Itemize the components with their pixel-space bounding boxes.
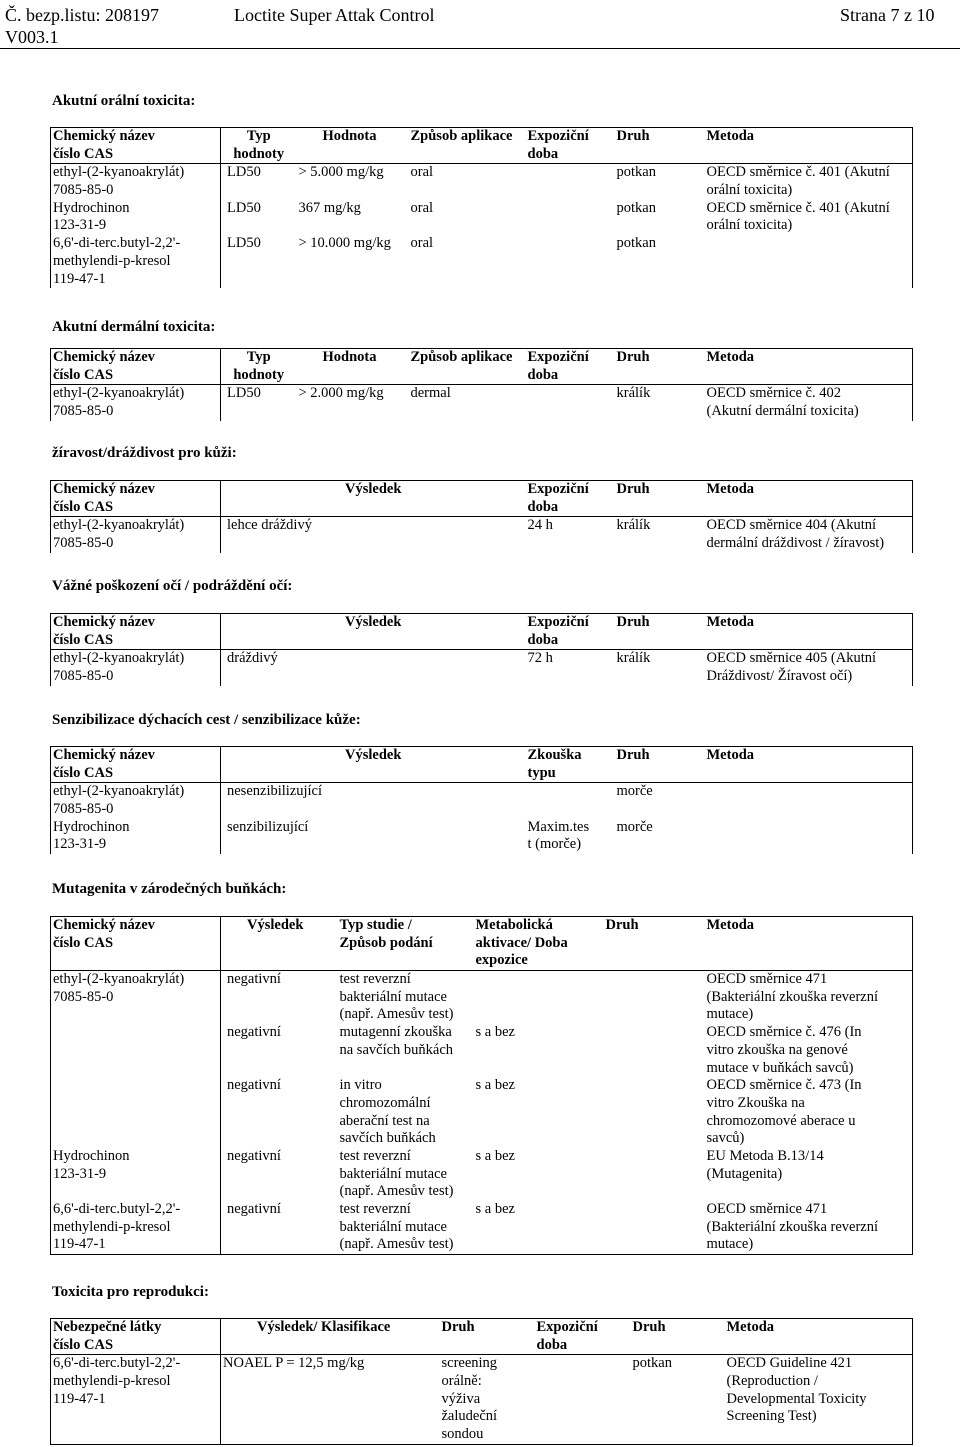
table-row [51,385,913,421]
table-cell: OECD směrnice č. 401 (Akutní orální toxicita) [701,200,913,235]
table-cell: ethyl-(2-kyanoakrylát) 7085-85-0 [51,971,221,1025]
header-cell: Chemický název číslo CAS [51,128,221,164]
table-cell: negativní [227,971,281,988]
header-cell: Způsob aplikace [410,128,513,144]
table-cell: ethyl-(2-kyanoakrylát) 7085-85-0 [51,783,221,819]
header-cell: Expoziční doba [527,481,589,515]
table-cell: oral [410,235,434,252]
table-cell: králík [616,650,651,667]
table-cell: EU Metoda B.13/14 (Mutagenita) [701,1148,913,1201]
table-cell: nesenzibilizující [227,783,323,800]
table-cell [526,783,609,819]
reproduction-table [50,1318,913,1445]
table-cell: OECD směrnice 471 (Bakteriální zkouška reverzní mutace) [701,971,913,1025]
table-row [51,971,913,1025]
table-cell [701,235,913,288]
header-cell: Způsob aplikace [410,349,513,365]
table-cell: s a bez [475,1201,515,1217]
table-row [51,1024,913,1077]
table-cell: negativní [227,1147,281,1164]
table-row [51,783,913,819]
header-cell: Expoziční doba [536,1319,598,1353]
table-cell: > 10.000 mg/kg [298,235,391,252]
table-row [51,1201,913,1255]
table-cell: 6,6'-di-terc.butyl-2,2'- methylendi-p-kresol 119-47-1 [51,235,221,288]
table-cell: 367 mg/kg [298,199,361,216]
section-title-sensitization: Senzibilizace dýchacích cest / senzibilizace kůže: [52,712,361,728]
table-cell: potkan [616,199,656,216]
header-divider [0,48,960,49]
table-cell: screening orálně: výživa žaludeční sondou [441,1355,498,1443]
header-cell: Druh [616,128,650,144]
table-cell: OECD směrnice 405 (Akutní Dráždivost/ Žíravost očí) [701,650,913,686]
mutagenicity-table [50,916,913,1255]
header-cell: Metabolická aktivace/ Doba expozice [475,917,568,969]
version: V003.1 [5,27,59,47]
table-cell: > 2.000 mg/kg [298,385,384,402]
table-cell: ethyl-(2-kyanoakrylát) 7085-85-0 [51,517,221,553]
table-cell [526,164,609,200]
table-cell: OECD směrnice č. 473 (In vitro Zkouška na chromozomové aberace u savců) [701,1077,913,1148]
table-cell: Hydrochinon 123-31-9 [51,819,221,854]
table-row [51,650,913,686]
header-cell: Chemický název číslo CAS [51,747,221,783]
table-cell: ethyl-(2-kyanoakrylát) 7085-85-0 [51,164,221,200]
skin-table [50,480,913,553]
table-cell: OECD směrnice č. 401 (Akutní orální toxicita) [701,164,913,200]
table-row [51,819,913,854]
table-cell: lehce dráždivý [227,517,312,534]
table-cell: > 5.000 mg/kg [298,164,384,181]
header-cell: Metoda [701,128,913,164]
product-name: Loctite Super Attak Control [234,5,435,25]
table-cell: dráždivý [227,650,278,667]
table-cell: oral [410,199,434,216]
table-cell [604,1148,701,1201]
table-cell [701,819,913,854]
table-cell: NOAEL P = 12,5 mg/kg [223,1355,365,1372]
table-cell: králík [616,517,651,534]
header-cell: Metoda [701,614,913,650]
sensitization-table [50,746,913,854]
table-cell [526,235,609,288]
table-cell: LD50 [227,199,261,216]
table-cell: negativní [227,1077,281,1094]
sds-number: Č. bezp.listu: 208197 [5,5,159,25]
table-cell: negativní [227,1024,281,1041]
section-title-eye: Vážné poškození očí / podráždění očí: [52,578,293,594]
table-cell [604,1077,701,1148]
section-title-oral: Akutní orální toxicita: [52,93,196,109]
table-cell: OECD směrnice č. 476 (In vitro zkouška na genové mutace v buňkách savců) [701,1024,913,1077]
header-cell: Druh [632,1319,666,1335]
table-cell [51,1024,221,1077]
header-cell: Expoziční doba [527,128,589,162]
header-cell: Druh [616,614,650,630]
header-cell: Nebezpečné látky číslo CAS [51,1319,221,1355]
table-cell: Maxim.tes t (morče) [527,818,590,853]
table-cell: OECD Guideline 421 (Reproduction / Developmental Toxicity Screening Test) [725,1355,913,1444]
header-cell: Metoda [701,349,913,385]
header-cell: Výsledek [345,747,402,763]
header-cell: Chemický název číslo CAS [51,481,221,517]
header-cell: Výsledek [345,481,402,497]
table-cell: morče [616,818,653,835]
table-row [51,1148,913,1201]
header-cell: Chemický název číslo CAS [51,349,221,385]
header-cell: Druh [616,349,650,365]
header-cell: Metoda [701,481,913,517]
table-cell: s a bez [475,1024,515,1041]
header-cell: Hodnota [322,349,377,365]
table-cell [604,1024,701,1077]
table-cell: s a bez [475,1077,515,1094]
table-cell: 6,6'-di-terc.butyl-2,2'- methylendi-p-kresol 119-47-1 [51,1355,221,1444]
table-row [51,1355,913,1444]
header-cell: Typ studie / Způsob podání [339,917,433,951]
section-title-reproduction: Toxicita pro reprodukci: [52,1284,209,1300]
table-cell: potkan [632,1355,672,1372]
table-cell: OECD směrnice 404 (Akutní dermální dráždivost / žíravost) [701,517,913,553]
eye-table [50,613,913,686]
table-cell [604,971,701,1025]
header-cell: Výsledek [345,614,402,630]
table-cell: OECD směrnice č. 402 (Akutní dermální toxicita) [701,385,913,421]
header-cell: Druh [605,917,639,933]
header-cell: Výsledek/ Klasifikace [257,1319,391,1335]
header-cell: Expoziční doba [527,614,589,648]
table-cell: in vitro chromozomální aberační test na savčích buňkách [339,1077,436,1147]
header-cell: Druh [441,1319,475,1335]
table-cell: 72 h [527,650,553,667]
table-cell: test reverzní bakteriální mutace (např. Amesův test) [339,971,454,1023]
header-cell: Druh [616,481,650,497]
table-row [51,235,913,288]
table-cell [604,1201,701,1255]
page-number: Strana 7 z 10 [840,5,935,25]
dermal-table [50,348,913,421]
table-cell [474,971,604,1025]
table-cell: LD50 [227,164,261,181]
section-title-skin: žíravost/dráždivost pro kůži: [52,445,237,461]
header-cell: Typ hodnoty [233,349,285,383]
table-cell: oral [410,164,434,181]
header-cell: Hodnota [322,128,377,144]
table-cell: Hydrochinon 123-31-9 [51,200,221,235]
section-title-dermal: Akutní dermální toxicita: [52,319,216,335]
header-cell: Typ hodnoty [233,128,285,162]
table-cell: potkan [616,235,656,252]
table-cell: potkan [616,164,656,181]
table-cell: negativní [227,1201,281,1217]
table-cell: s a bez [475,1147,515,1164]
table-cell: LD50 [227,385,261,402]
oral-table [50,127,913,288]
header-cell: Metoda [701,917,913,971]
table-row [51,200,913,235]
header-cell: Výsledek [247,917,304,933]
table-cell: ethyl-(2-kyanoakrylát) 7085-85-0 [51,650,221,686]
table-cell: Hydrochinon 123-31-9 [51,1148,221,1201]
table-cell: 24 h [527,517,553,534]
table-cell: OECD směrnice 471 (Bakteriální zkouška reverzní mutace) [701,1201,913,1255]
table-cell [535,1355,627,1444]
table-cell: ethyl-(2-kyanoakrylát) 7085-85-0 [51,385,221,421]
table-cell [526,200,609,235]
table-row [51,1077,913,1148]
section-title-mutagenicity: Mutagenita v zárodečných buňkách: [52,881,287,897]
table-cell [526,385,609,421]
table-cell: dermal [410,385,451,402]
table-cell: LD50 [227,235,261,252]
table-row [51,517,913,553]
header-cell: Zkouška typu [527,747,582,781]
table-row [51,164,913,200]
table-cell: test reverzní bakteriální mutace (např. Amesův test) [339,1147,454,1200]
header-cell: Metoda [701,747,913,783]
table-cell [701,783,913,819]
header-cell: Chemický název číslo CAS [51,614,221,650]
table-cell: senzibilizující [227,818,309,835]
table-cell: králík [616,385,651,402]
table-cell: test reverzní bakteriální mutace (např. Amesův test) [339,1201,454,1253]
header-cell: Chemický název číslo CAS [51,917,221,971]
header-cell: Metoda [725,1319,913,1355]
table-cell: 6,6'-di-terc.butyl-2,2'- methylendi-p-kresol 119-47-1 [51,1201,221,1255]
table-cell: mutagenní zkouška na savčích buňkách [339,1024,454,1058]
header-cell: Druh [616,747,650,763]
table-cell [51,1077,221,1148]
header-cell: Expoziční doba [527,349,589,383]
table-cell: morče [616,783,653,800]
